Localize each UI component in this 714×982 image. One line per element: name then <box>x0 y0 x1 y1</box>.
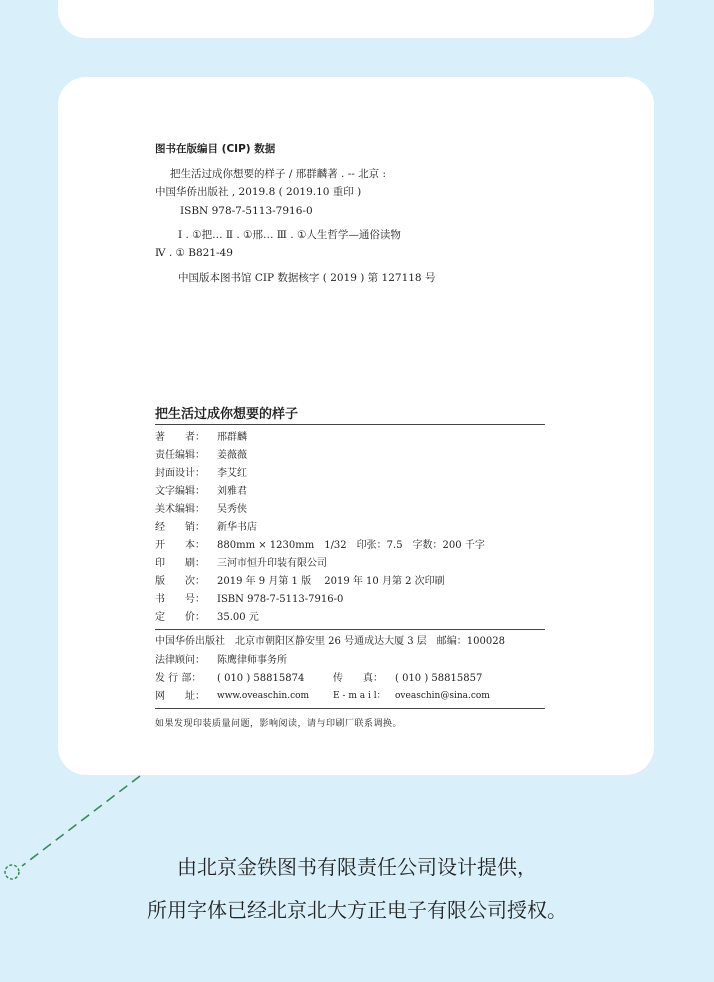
info-row-author <box>155 431 247 444</box>
info-value: 姜薇薇 <box>217 450 247 461</box>
info-value: 35.00 元 <box>217 612 259 623</box>
info-value: 2019 年 9 月第 1 版 2019 年 10 月第 2 次印刷 <box>217 576 445 587</box>
footer-line-1: 由北京金铁图书有限责任公司设计提供， <box>177 855 537 879</box>
legal-label: 法律顾问： <box>155 655 205 666</box>
info-value: 880mm × 1230mm 1/32 印张：7.5 字数：200 千字 <box>217 540 485 551</box>
legal-value: 陈鹰律师事务所 <box>217 655 287 666</box>
info-key: 著 者： <box>155 432 205 443</box>
info-key: 开 本： <box>155 540 205 551</box>
email-value[interactable]: oveaschin@sina.com <box>395 691 490 701</box>
email-label: E - m a i l： <box>333 691 386 701</box>
info-row-price <box>155 611 259 624</box>
info-row-edition <box>155 575 445 588</box>
contact-row <box>155 672 482 685</box>
cip-line-5: Ⅳ . ① B821-49 <box>155 247 233 259</box>
info-key: 美术编辑： <box>155 504 205 515</box>
info-row-cover <box>155 467 247 480</box>
fax-value: ( 010 ) 58815857 <box>395 673 483 684</box>
cip-line-3: ISBN 978-7-5113-7916-0 <box>180 205 313 217</box>
cip-line-1: 把生活过成你想要的样子 / 邢群麟著 . -- 北京 : <box>170 168 387 180</box>
info-key: 文字编辑： <box>155 486 205 497</box>
dept-label: 发 行 部： <box>155 673 202 684</box>
legal-row <box>155 654 287 667</box>
book-title: 把生活过成你想要的样子 <box>155 407 299 422</box>
info-value: 三河市恒升印装有限公司 <box>217 558 327 569</box>
top-card <box>58 0 654 38</box>
web-row <box>155 690 490 703</box>
info-value: 吴秀侠 <box>217 504 247 515</box>
title-rule <box>155 424 545 425</box>
web-label: 网 址： <box>155 691 205 702</box>
info-key: 封面设计： <box>155 468 205 479</box>
info-value: 邢群麟 <box>217 432 247 443</box>
info-row-isbn <box>155 593 343 606</box>
info-rule <box>155 629 545 630</box>
info-row-art-editor <box>155 503 247 516</box>
quality-notice: 如果发现印装质量问题，影响阅读，请与印刷厂联系调换。 <box>155 719 403 729</box>
info-row-text-editor <box>155 485 247 498</box>
info-key: 印 刷： <box>155 558 205 569</box>
info-key: 版 次： <box>155 576 205 587</box>
copyright-card <box>58 77 654 775</box>
info-key: 责任编辑： <box>155 450 205 461</box>
info-row-editor <box>155 449 247 462</box>
cip-line-2: 中国华侨出版社 , 2019.8 ( 2019.10 重印 ) <box>155 186 362 198</box>
contact-rule <box>155 708 545 709</box>
fax-label: 传 真： <box>333 673 383 684</box>
info-row-printer <box>155 557 327 570</box>
info-value: 新华书店 <box>217 522 257 533</box>
info-value: 刘雅君 <box>217 486 247 497</box>
cip-line-6: 中国版本图书馆 CIP 数据核字 ( 2019 ) 第 127118 号 <box>178 272 436 284</box>
footer-line-2: 所用字体已经北京北大方正电子有限公司授权。 <box>147 898 567 922</box>
info-row-distributor <box>155 521 257 534</box>
publisher-line: 中国华侨出版社 北京市朝阳区静安里 26 号通成达大厦 3 层 邮编：100028 <box>155 636 505 647</box>
info-value: 李艾红 <box>217 468 247 479</box>
cip-title: 图书在版编目 (CIP) 数据 <box>155 143 276 155</box>
info-key: 定 价： <box>155 612 205 623</box>
cip-line-4: Ⅰ . ①把… Ⅱ . ①邢… Ⅲ . ①人生哲学—通俗读物 <box>178 229 401 241</box>
info-key: 书 号： <box>155 594 205 605</box>
web-value[interactable]: www.oveaschin.com <box>217 691 310 701</box>
dept-value: ( 010 ) 58815874 <box>217 673 305 684</box>
info-value: ISBN 978-7-5113-7916-0 <box>217 594 344 605</box>
info-row-format <box>155 539 485 552</box>
info-key: 经 销： <box>155 522 205 533</box>
